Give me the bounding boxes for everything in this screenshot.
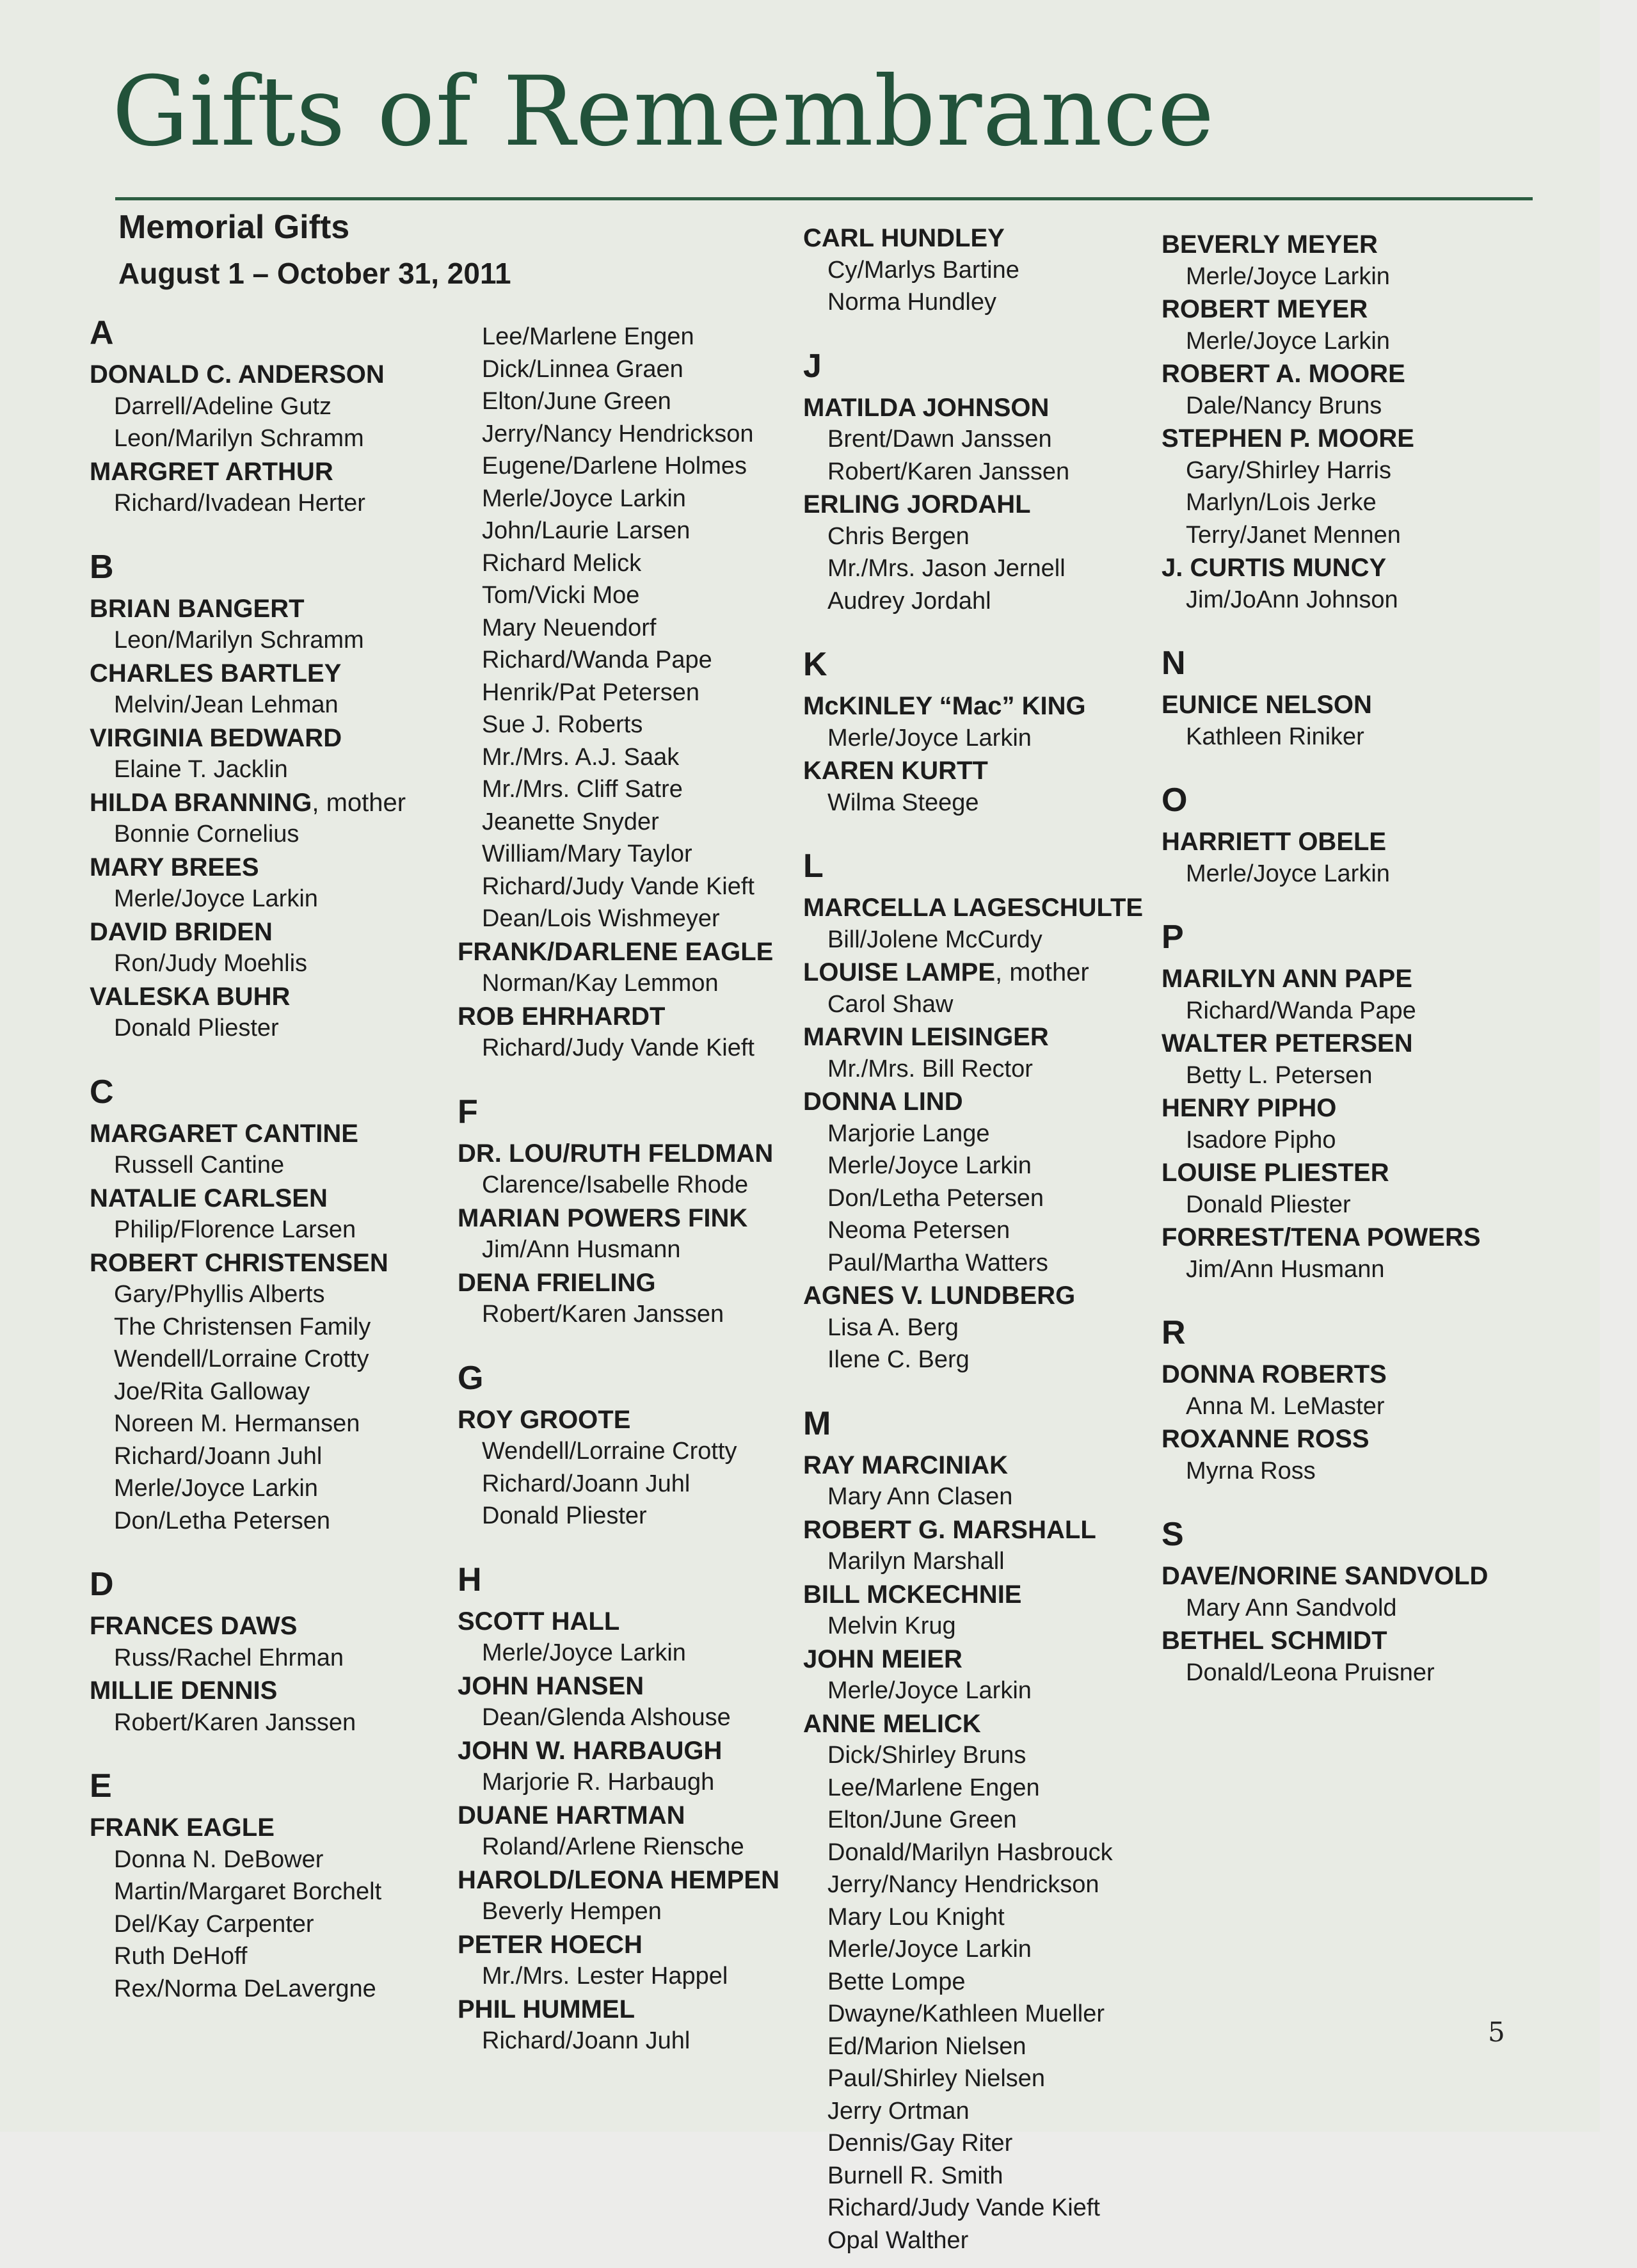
donor-name: Mr./Mrs. Jason Jernell — [827, 555, 1066, 582]
donor-name: Lisa A. Berg — [827, 1314, 959, 1341]
donor-name: Jerry/Nancy Hendrickson — [482, 420, 754, 447]
donor-name: Bonnie Cornelius — [114, 821, 299, 848]
memorial-name: ROBERT MEYER — [1162, 295, 1368, 323]
alpha-heading: D — [90, 1566, 114, 1603]
donor-name: Isadore Pipho — [1186, 1126, 1336, 1154]
donor-name: Jerry/Nancy Hendrickson — [827, 1871, 1099, 1898]
donor-name: Russell Cantine — [114, 1152, 285, 1178]
memorial-name: WALTER PETERSEN — [1162, 1029, 1413, 1058]
alpha-heading: E — [90, 1767, 112, 1805]
donor-name: Burnell R. Smith — [827, 2162, 1003, 2189]
donor-name: Donna N. DeBower — [114, 1846, 324, 1873]
memorial-name: DONNA ROBERTS — [1162, 1360, 1387, 1388]
donor-name: Donald Pliester — [114, 1015, 279, 1042]
donor-name: Paul/Shirley Nielsen — [827, 2065, 1046, 2092]
donor-name: Lee/Marlene Engen — [482, 323, 694, 350]
memorial-name: DONNA LIND — [803, 1088, 963, 1116]
donor-name: Dennis/Gay Riter — [827, 2130, 1013, 2157]
memorial-name: PHIL HUMMEL — [458, 1995, 635, 2023]
memorial-name: FRANK EAGLE — [90, 1814, 275, 1842]
section-dates: August 1 – October 31, 2011 — [118, 257, 511, 290]
memorial-name: RAY MARCINIAK — [803, 1451, 1009, 1479]
donor-name: Cy/Marlys Bartine — [827, 256, 1019, 284]
donor-name: Jeanette Snyder — [482, 808, 659, 835]
donor-name: Richard/Joann Juhl — [114, 1442, 323, 1470]
alpha-heading: J — [803, 347, 822, 385]
donor-name: Ruth DeHoff — [114, 1943, 248, 1970]
memorial-name: J. CURTIS MUNCY — [1162, 554, 1387, 582]
donor-name: Mr./Mrs. A.J. Saak — [482, 743, 680, 771]
memorial-name: ROXANNE ROSS — [1162, 1425, 1369, 1453]
donor-name: Marilyn Marshall — [827, 1548, 1005, 1575]
donor-name: Mary Ann Sandvold — [1186, 1594, 1397, 1621]
donor-name: Melvin/Jean Lehman — [114, 691, 339, 718]
donor-name: Melvin Krug — [827, 1613, 956, 1639]
donor-name: Leon/Marilyn Schramm — [114, 627, 364, 654]
donor-name: Dick/Shirley Bruns — [827, 1742, 1026, 1769]
alpha-heading: L — [803, 848, 824, 885]
donor-name: John/Laurie Larsen — [482, 517, 691, 544]
donor-name: Bette Lompe — [827, 1968, 966, 1995]
page-number: 5 — [1488, 2016, 1505, 2048]
donor-name: Merle/Joyce Larkin — [482, 1639, 686, 1666]
alpha-heading: M — [803, 1404, 831, 1442]
donor-name: Mary Ann Clasen — [827, 1483, 1013, 1510]
donor-name: Dick/Linnea Graen — [482, 355, 683, 383]
memorial-name: ANNE MELICK — [803, 1709, 981, 1738]
relation-label: , mother — [312, 788, 406, 817]
donor-name: The Christensen Family — [114, 1313, 371, 1340]
donor-name: Ilene C. Berg — [827, 1346, 970, 1373]
donor-name: Norma Hundley — [827, 289, 996, 316]
donor-name: Marjorie Lange — [827, 1120, 990, 1147]
memorial-name: DENA FRIELING — [458, 1268, 656, 1297]
donor-name: Richard/Judy Vande Kieft — [482, 1034, 755, 1061]
donor-name: Bill/Jolene McCurdy — [827, 926, 1042, 953]
donor-name: Richard/Judy Vande Kieft — [482, 873, 755, 900]
donor-name: Marlyn/Lois Jerke — [1186, 489, 1377, 516]
section-title: Memorial Gifts — [118, 209, 350, 246]
donor-name: Dale/Nancy Bruns — [1186, 392, 1382, 419]
donor-name: Kathleen Riniker — [1186, 723, 1364, 750]
donor-name: Richard/Wanda Pape — [482, 647, 712, 673]
donor-name: Donald/Marilyn Hasbrouck — [827, 1838, 1113, 1866]
alpha-heading: G — [458, 1359, 484, 1397]
donor-name: Tom/Vicki Moe — [482, 582, 640, 609]
donor-name: Merle/Joyce Larkin — [1186, 860, 1390, 887]
donor-name: Donald/Leona Pruisner — [1186, 1659, 1435, 1686]
donor-name: Darrell/Adeline Gutz — [114, 392, 332, 420]
donor-name: Anna M. LeMaster — [1186, 1392, 1385, 1420]
memorial-name: HENRY PIPHO — [1162, 1094, 1337, 1122]
memorial-name: MARIAN POWERS FINK — [458, 1203, 748, 1232]
donor-name: Philip/Florence Larsen — [114, 1216, 356, 1243]
memorial-name: VALESKA BUHR — [90, 982, 291, 1011]
donor-name: Don/Letha Petersen — [114, 1507, 331, 1534]
memorial-name: BILL MCKECHNIE — [803, 1580, 1022, 1609]
memorial-name: CHARLES BARTLEY — [90, 659, 342, 688]
page-title: Gifts of Remembrance — [112, 56, 1215, 168]
alpha-heading: K — [803, 646, 827, 683]
donor-name: Merle/Joyce Larkin — [1186, 262, 1390, 290]
donor-name: Richard Melick — [482, 549, 642, 577]
alpha-heading: B — [90, 548, 114, 586]
donor-name: Noreen M. Hermansen — [114, 1410, 360, 1437]
donor-name: Chris Bergen — [827, 522, 970, 550]
alpha-heading: H — [458, 1561, 482, 1598]
memorial-name: BETHEL SCHMIDT — [1162, 1627, 1387, 1655]
donor-name: Sue J. Roberts — [482, 711, 643, 738]
memorial-name: MATILDA JOHNSON — [803, 393, 1050, 422]
donor-name: Jim/JoAnn Johnson — [1186, 586, 1398, 613]
donor-name: Elton/June Green — [827, 1806, 1017, 1833]
donor-name: Jerry Ortman — [827, 2097, 970, 2125]
memorial-name: ERLING JORDAHL — [803, 490, 1031, 519]
donor-name: Gary/Phyllis Alberts — [114, 1281, 325, 1308]
memorial-name: MARY BREES — [90, 853, 259, 881]
memorial-name: ROBERT G. MARSHALL — [803, 1515, 1096, 1544]
donor-name: Mary Lou Knight — [827, 1903, 1005, 1931]
memorial-name: EUNICE NELSON — [1162, 691, 1372, 719]
donor-name: Audrey Jordahl — [827, 587, 991, 615]
donor-name: Carol Shaw — [827, 990, 954, 1018]
donor-name: Mary Neuendorf — [482, 614, 657, 641]
donor-name: Ed/Marion Nielsen — [827, 2032, 1026, 2060]
donor-name: Donald Pliester — [482, 1502, 647, 1529]
memorial-name: ROBERT A. MOORE — [1162, 360, 1405, 388]
title-rule — [115, 197, 1533, 200]
donor-name: Paul/Martha Watters — [827, 1249, 1048, 1276]
donor-name: Robert/Karen Janssen — [827, 458, 1070, 485]
donor-name: Myrna Ross — [1186, 1457, 1316, 1484]
memorial-name: MARGRET ARTHUR — [90, 457, 333, 486]
donor-name: Merle/Joyce Larkin — [827, 724, 1032, 752]
relation-label: , mother — [995, 958, 1089, 986]
donor-name: Lee/Marlene Engen — [827, 1774, 1040, 1801]
donor-name: Marjorie R. Harbaugh — [482, 1769, 715, 1796]
donor-name: Merle/Joyce Larkin — [114, 885, 318, 912]
donor-name: Martin/Margaret Borchelt — [114, 1878, 382, 1905]
donor-name: Merle/Joyce Larkin — [1186, 327, 1390, 355]
donor-name: Wilma Steege — [827, 789, 979, 816]
donor-name: Ron/Judy Moehlis — [114, 950, 308, 977]
donor-name: Beverly Hempen — [482, 1898, 662, 1925]
donor-name: Robert/Karen Janssen — [482, 1301, 724, 1328]
donor-name: Brent/Dawn Janssen — [827, 426, 1052, 453]
donor-name: Merle/Joyce Larkin — [114, 1475, 318, 1502]
memorial-name: ROB EHRHARDT — [458, 1002, 666, 1031]
donor-name: Richard/Judy Vande Kieft — [827, 2194, 1100, 2221]
memorial-name: ROBERT CHRISTENSEN — [90, 1248, 388, 1277]
memorial-name: MARCELLA LAGESCHULTE — [803, 894, 1144, 922]
memorial-name: McKINLEY “Mac” KING — [803, 692, 1086, 720]
donor-name: Merle/Joyce Larkin — [482, 485, 686, 512]
donor-name: Del/Kay Carpenter — [114, 1910, 314, 1938]
donor-name: Norman/Kay Lemmon — [482, 970, 719, 997]
memorial-name: DAVID BRIDEN — [90, 917, 273, 946]
donor-name: Russ/Rachel Ehrman — [114, 1644, 344, 1671]
donor-name: Richard/Ivadean Herter — [114, 490, 365, 517]
memorial-name: HILDA BRANNING, mother — [90, 788, 406, 817]
memorial-name: CARL HUNDLEY — [803, 224, 1005, 252]
memorial-name: FORREST/TENA POWERS — [1162, 1223, 1481, 1251]
donor-name: Don/Letha Petersen — [827, 1184, 1044, 1212]
donor-name: Joe/Rita Galloway — [114, 1378, 310, 1405]
donor-name: Mr./Mrs. Bill Rector — [827, 1055, 1033, 1082]
donor-name: Merle/Joyce Larkin — [827, 1152, 1032, 1179]
memorial-name: SCOTT HALL — [458, 1607, 620, 1636]
donor-name: Betty L. Petersen — [1186, 1061, 1373, 1089]
alpha-heading: N — [1162, 645, 1186, 682]
donor-name: Leon/Marilyn Schramm — [114, 425, 364, 452]
alpha-heading: R — [1162, 1314, 1186, 1351]
donor-name: Henrik/Pat Petersen — [482, 679, 700, 706]
memorial-name: DAVE/NORINE SANDVOLD — [1162, 1562, 1489, 1590]
donor-name: Terry/Janet Mennen — [1186, 521, 1401, 549]
donor-name: Merle/Joyce Larkin — [827, 1677, 1032, 1704]
memorial-name: PETER HOECH — [458, 1930, 643, 1959]
donor-name: Wendell/Lorraine Crotty — [114, 1346, 369, 1372]
donor-name: Gary/Shirley Harris — [1186, 456, 1391, 484]
donor-name: Elaine T. Jacklin — [114, 756, 288, 783]
alpha-heading: P — [1162, 919, 1184, 956]
memorial-name: KAREN KURTT — [803, 757, 988, 785]
donor-name: Jim/Ann Husmann — [482, 1236, 681, 1263]
memorial-name: MARILYN ANN PAPE — [1162, 965, 1412, 993]
alpha-heading: S — [1162, 1516, 1184, 1553]
donor-name: Elton/June Green — [482, 388, 671, 415]
donor-name: Dean/Glenda Alshouse — [482, 1704, 731, 1731]
donor-name: Jim/Ann Husmann — [1186, 1255, 1385, 1283]
memorial-name: VIRGINIA BEDWARD — [90, 723, 342, 752]
memorial-name: DONALD C. ANDERSON — [90, 360, 385, 389]
alpha-heading: O — [1162, 782, 1188, 819]
memorial-name: BRIAN BANGERT — [90, 594, 305, 623]
donor-name: Rex/Norma DeLavergne — [114, 1975, 376, 2002]
memorial-name: JOHN W. HARBAUGH — [458, 1736, 723, 1765]
donor-name: Opal Walther — [827, 2226, 969, 2254]
alpha-heading: A — [90, 314, 114, 351]
donor-name: Clarence/Isabelle Rhode — [482, 1171, 749, 1198]
memorial-name: ROY GROOTE — [458, 1405, 631, 1434]
donor-name: Roland/Arlene Rienschе — [482, 1833, 744, 1860]
memorial-name: STEPHEN P. MOORE — [1162, 424, 1414, 453]
memorial-name: MILLIE DENNIS — [90, 1677, 278, 1705]
donor-name: Wendell/Lorraine Crotty — [482, 1438, 737, 1465]
memorial-name: DUANE HARTMAN — [458, 1801, 685, 1830]
donor-name: Mr./Mrs. Cliff Satre — [482, 776, 683, 803]
memorial-name: DR. LOU/RUTH FELDMAN — [458, 1139, 774, 1168]
donor-name: Robert/Karen Janssen — [114, 1709, 356, 1736]
memorial-name: HAROLD/LEONA HEMPEN — [458, 1865, 779, 1894]
memorial-name: BEVERLY MEYER — [1162, 230, 1378, 259]
memorial-name: JOHN HANSEN — [458, 1671, 644, 1700]
memorial-name: FRANCES DAWS — [90, 1612, 298, 1640]
donor-name: Dean/Lois Wishmeyer — [482, 905, 720, 932]
donor-name: Eugene/Darlene Holmes — [482, 453, 747, 479]
donor-name: Richard/Wanda Pape — [1186, 997, 1416, 1024]
donor-name: Richard/Joann Juhl — [482, 1470, 691, 1497]
memorial-name: MARVIN LEISINGER — [803, 1023, 1049, 1051]
memorial-name: LOUISE LAMPE, mother — [803, 958, 1089, 986]
donor-name: Richard/Joann Juhl — [482, 2027, 691, 2054]
donor-name: Dwayne/Kathleen Mueller — [827, 2000, 1105, 2027]
alpha-heading: F — [458, 1093, 478, 1130]
donor-name: William/Mary Taylor — [482, 840, 692, 867]
memorial-name: NATALIE CARLSEN — [90, 1184, 328, 1212]
alpha-heading: C — [90, 1073, 114, 1111]
memorial-name: LOUISE PLIESTER — [1162, 1159, 1389, 1187]
donor-name: Mr./Mrs. Lester Happel — [482, 1963, 728, 1990]
memorial-name: HARRIETT OBELE — [1162, 828, 1387, 856]
memorial-name: JOHN MEIER — [803, 1645, 962, 1673]
donor-name: Merle/Joyce Larkin — [827, 1936, 1032, 1963]
memorial-name: MARGARET CANTINE — [90, 1119, 358, 1148]
memorial-name: AGNES V. LUNDBERG — [803, 1282, 1076, 1310]
donor-name: Neoma Petersen — [827, 1217, 1010, 1244]
donor-name: Donald Pliester — [1186, 1191, 1351, 1218]
memorial-name: FRANK/DARLENE EAGLE — [458, 937, 774, 966]
